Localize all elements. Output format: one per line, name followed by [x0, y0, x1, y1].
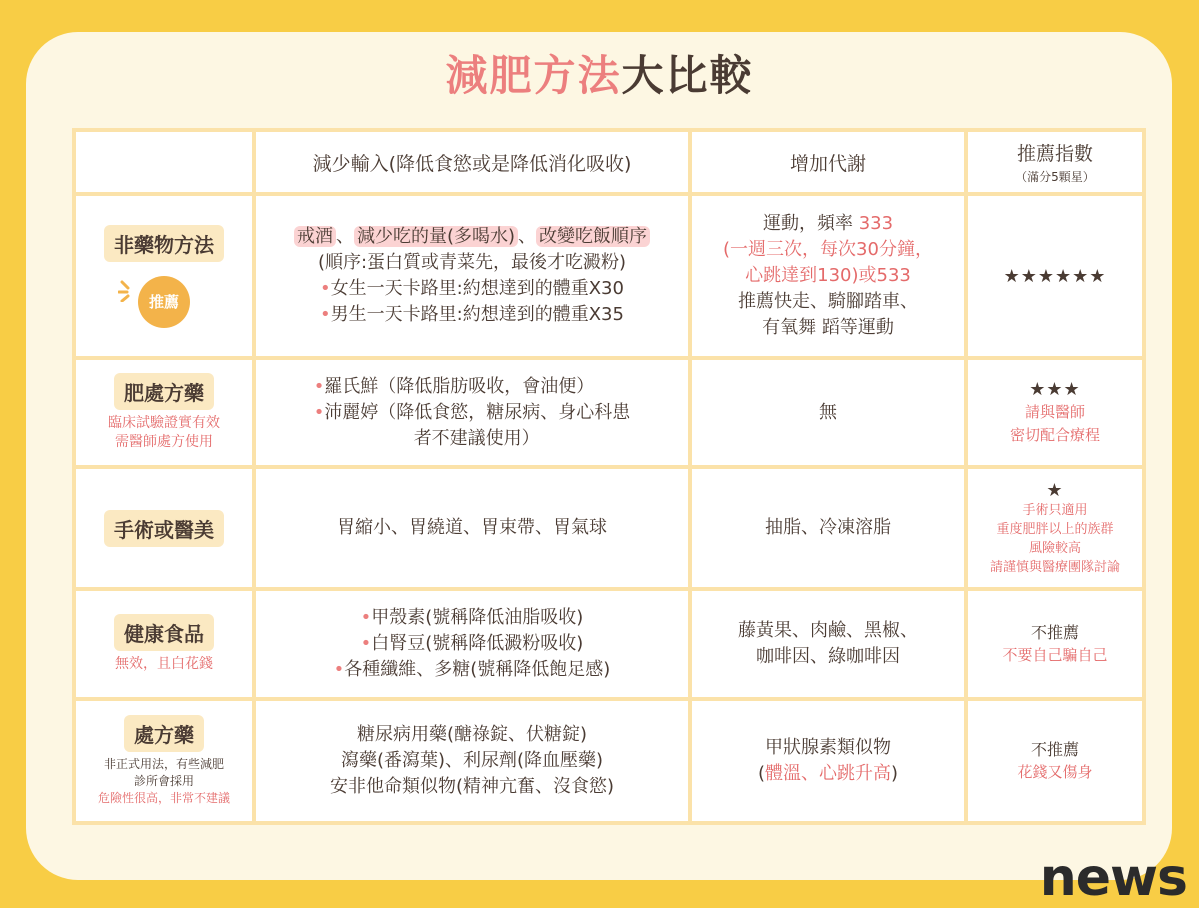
separator: 、	[336, 226, 354, 247]
row-label: 健康食品	[114, 614, 214, 651]
header-empty-cell	[76, 132, 252, 192]
rating-note: 不要自己騙自己	[968, 644, 1142, 667]
metabolism-cell	[692, 591, 964, 697]
paren: )	[891, 763, 898, 784]
rating-note: 風險較高	[968, 539, 1142, 558]
bullet-icon: •	[314, 402, 325, 423]
header-rating	[968, 132, 1142, 192]
text-line: 各種纖維、多糖(號稱降低飽足感)	[344, 659, 610, 680]
metabolism-cell: 無	[692, 360, 964, 465]
bullet-icon: •	[320, 304, 331, 325]
bullet-icon: •	[361, 607, 372, 628]
text-line: (順序:蛋白質或青菜先，最後才吃澱粉)	[256, 250, 688, 276]
star-rating: ★★★	[968, 378, 1142, 401]
row-note: 非正式用法，有些減肥	[76, 756, 252, 773]
header-input: 減少輸入(降低食慾或是降低消化吸收)	[256, 132, 688, 192]
text-line: 男生一天卡路里:約想達到的體重X35	[331, 304, 624, 325]
metabolism-cell	[692, 196, 964, 356]
highlight-1: 戒酒	[294, 226, 336, 247]
rating-note: 請謹慎與醫療團隊討論	[968, 558, 1142, 577]
highlight-line	[256, 224, 688, 250]
row-note: 無效，且白花錢	[76, 655, 252, 674]
red-text: 333	[859, 213, 893, 234]
title-part-2: 大比較	[622, 51, 754, 100]
input-cell	[256, 196, 688, 356]
row-label-cell	[76, 701, 252, 821]
row-label: 處方藥	[124, 715, 204, 752]
row-label: 手術或醫美	[104, 510, 224, 547]
text-line: 運動，頻率	[763, 213, 859, 234]
rating-note: 花錢又傷身	[968, 761, 1142, 784]
table-row	[76, 469, 1142, 587]
input-cell	[256, 591, 688, 697]
separator: 、	[518, 226, 536, 247]
input-cell	[256, 360, 688, 465]
bullet-icon: •	[320, 278, 331, 299]
row-label: 非藥物方法	[104, 225, 224, 262]
star-rating: ★	[968, 480, 1142, 501]
highlight-3: 改變吃飯順序	[536, 226, 650, 247]
highlight-2: 減少吃的量(多喝水)	[354, 226, 518, 247]
rating-cell	[968, 591, 1142, 697]
row-note: 需醫師處方使用	[76, 433, 252, 452]
table-row	[76, 701, 1142, 821]
rating-cell	[968, 196, 1142, 356]
sparkle-icon	[118, 280, 138, 302]
recommend-badge	[138, 276, 190, 328]
news-watermark-logo: news	[1040, 848, 1187, 908]
text-line: 瀉藥(番瀉葉)、利尿劑(降血壓藥)	[256, 748, 688, 774]
page-title	[0, 48, 1199, 104]
bullet-icon: •	[361, 633, 372, 654]
red-text: (一週三次，每次30分鐘，	[692, 237, 964, 263]
title-part-1: 減肥方法	[445, 51, 621, 100]
text-line: 沛麗婷（降低食慾，糖尿病、身心科患	[324, 402, 630, 423]
rating-text: 不推薦	[968, 621, 1142, 644]
text-line: 甲殼素(號稱降低油脂吸收)	[371, 607, 583, 628]
metabolism-cell	[692, 701, 964, 821]
row-label-cell	[76, 360, 252, 465]
recommend-badge-label: 推薦	[149, 293, 179, 311]
text-line: 白腎豆(號稱降低澱粉吸收)	[371, 633, 583, 654]
input-cell: 胃縮小、胃繞道、胃束帶、胃氣球	[256, 469, 688, 587]
row-label-cell	[76, 196, 252, 356]
text-line: 推薦快走、騎腳踏車、	[692, 289, 964, 315]
rating-cell	[968, 701, 1142, 821]
input-cell	[256, 701, 688, 821]
rating-cell	[968, 469, 1142, 587]
bullet-icon: •	[334, 659, 345, 680]
text-line: 羅氏鮮（降低脂肪吸收，會油便）	[324, 376, 594, 397]
text-line: 糖尿病用藥(醣祿錠、伏糖錠)	[256, 722, 688, 748]
header-metabolism: 增加代謝	[692, 132, 964, 192]
rating-note: 密切配合療程	[968, 424, 1142, 447]
row-label: 肥處方藥	[114, 373, 214, 410]
metabolism-cell: 抽脂、冷凍溶脂	[692, 469, 964, 587]
star-rating: ★★★★★★	[1004, 266, 1107, 287]
text-line: 女生一天卡路里:約想達到的體重X30	[331, 278, 624, 299]
table-row	[76, 591, 1142, 697]
paren: (	[758, 763, 765, 784]
rating-cell	[968, 360, 1142, 465]
rating-text: 不推薦	[968, 738, 1142, 761]
header-row	[76, 132, 1142, 192]
rating-note: 重度肥胖以上的族群	[968, 520, 1142, 539]
text-line: 藤黃果、肉鹼、黑椒、	[692, 618, 964, 644]
rating-note: 請與醫師	[968, 401, 1142, 424]
row-note: 臨床試驗證實有效	[76, 414, 252, 433]
text-line: 有氧舞 蹈等運動	[692, 315, 964, 341]
text-line: 甲狀腺素類似物	[692, 735, 964, 761]
header-rating-label: 推薦指數	[1017, 143, 1093, 165]
text-line: 者不建議使用）	[314, 426, 631, 452]
table-row	[76, 360, 1142, 465]
bullet-icon: •	[314, 376, 325, 397]
table-row	[76, 196, 1142, 356]
text-line: 安非他命類似物(精神亢奮、沒食慾)	[256, 774, 688, 800]
red-text: 心跳達到130)或533	[692, 263, 964, 289]
row-label-cell	[76, 469, 252, 587]
rating-note: 手術只適用	[968, 501, 1142, 520]
comparison-table	[72, 128, 1146, 825]
red-text: 體溫、心跳升高	[765, 763, 891, 784]
row-note: 危險性很高，非常不建議	[76, 790, 252, 807]
row-label-cell	[76, 591, 252, 697]
row-note: 診所會採用	[76, 773, 252, 790]
text-line: 咖啡因、綠咖啡因	[692, 644, 964, 670]
header-rating-sub: （滿分5顆星）	[968, 168, 1142, 185]
